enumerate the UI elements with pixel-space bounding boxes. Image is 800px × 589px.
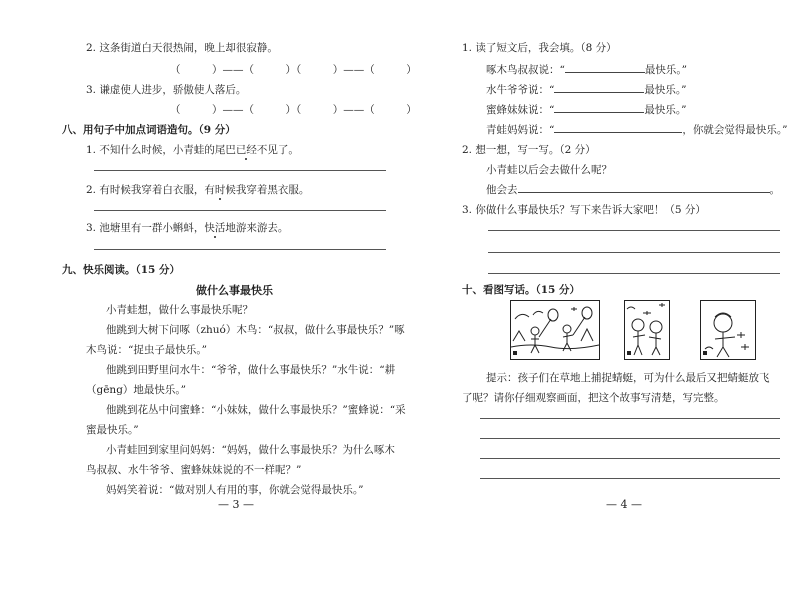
question-3-sentence: 3. 谦虚使人进步，骄傲使人落后。 <box>86 84 247 96</box>
blank-bee[interactable] <box>554 102 644 113</box>
section-8-title: 八、用句子中加点词语造句。（9 分） <box>62 124 236 136</box>
article-paragraph-5-line-2: 鸟叔叔、水牛爷爷、蜜蜂妹妹说的不一样呢？” <box>86 464 302 476</box>
sentence-8-3: 3. 池塘里有一群小蝌蚪，快活地游来游去。 <box>86 222 289 234</box>
article-paragraph-4-line-2: 蜜最快乐。” <box>86 424 139 436</box>
question-3-answer-pairs[interactable]: （ ）——（ ）（ ）——（ ） <box>170 104 417 116</box>
child-releasing-dragonfly-picture <box>700 300 756 360</box>
answer-line-r3-1[interactable] <box>488 230 780 231</box>
section-9-title: 九、快乐阅读。（15 分） <box>62 264 181 276</box>
answer-line-8-1[interactable] <box>94 170 386 171</box>
article-paragraph-1: 小青蛙想，做什么事最快乐呢？ <box>106 304 253 316</box>
writing-line-2[interactable] <box>480 438 780 439</box>
reading-question-3: 3. 你做什么事最快乐？写下来告诉大家吧！（5 分） <box>462 204 706 216</box>
article-paragraph-3-line-2: （gēng）地最快乐。” <box>86 384 187 396</box>
blank-buffalo[interactable] <box>554 82 644 93</box>
answer-line-r3-2[interactable] <box>488 252 780 253</box>
article-paragraph-4-line-1: 他跳到花丛中问蜜蜂：“小妹妹，做什么事最快乐？”蜜蜂说：“采 <box>106 404 406 416</box>
writing-line-3[interactable] <box>480 458 780 459</box>
article-paragraph-2-line-2: 木鸟说：“捉虫子最快乐。” <box>86 344 207 356</box>
article-paragraph-6: 妈妈笑着说：“做对别人有用的事，你就会觉得最快乐。” <box>106 484 364 496</box>
question-2-sentence: 2. 这条街道白天很热闹，晚上却很寂静。 <box>86 42 278 54</box>
fill-future: 他会去 。 <box>486 184 780 196</box>
dotted-word-2: 有时候 <box>204 184 236 196</box>
reading-question-1: 1. 读了短文后，我会填。（8 分） <box>462 42 617 54</box>
hint-line-1: 提示：孩子们在草地上捕捉蜻蜓，可为什么最后又把蜻蜓放飞 <box>486 372 770 384</box>
answer-line-8-3[interactable] <box>94 249 386 250</box>
dotted-word-3: 快活 <box>204 222 226 234</box>
blank-woodpecker[interactable] <box>565 62 645 73</box>
page-number-left: — 3 — <box>218 498 254 511</box>
article-paragraph-2-line-1: 他跳到大树下问啄（zhuó）木鸟：“叔叔，做什么事最快乐？”啄 <box>106 324 405 336</box>
fill-woodpecker: 啄木鸟叔叔说：“ 最快乐。” <box>486 64 687 76</box>
writing-line-1[interactable] <box>480 418 780 419</box>
blank-frog-mother[interactable] <box>554 122 682 133</box>
answer-line-r3-3[interactable] <box>488 273 780 274</box>
hint-line-2: 了呢？请你仔细观察画面，把这个故事写清楚，写完整。 <box>462 392 725 404</box>
children-catching-dragonfly-picture <box>510 300 600 360</box>
article-title: 做什么事最快乐 <box>196 284 273 297</box>
sentence-8-1: 1. 不知什么时候，小青蛙的尾巴已经不见了。 <box>86 144 299 156</box>
article-paragraph-3-line-1: 他跳到田野里问水牛：“爷爷，做什么事最快乐？”水牛说：“耕 <box>106 364 396 376</box>
fill-buffalo: 水牛爷爷说：“ 最快乐。” <box>486 84 687 96</box>
answer-line-8-2[interactable] <box>94 210 386 211</box>
children-holding-dragonfly-picture <box>624 300 670 360</box>
article-paragraph-5-line-1: 小青蛙回到家里问妈妈：“妈妈，做什么事最快乐？为什么啄木 <box>106 444 395 456</box>
section-10-title: 十、看图写话。（15 分） <box>462 284 581 296</box>
fill-bee: 蜜蜂妹妹说：“ 最快乐。” <box>486 104 687 116</box>
sentence-8-2: 2. 有时候我穿着白衣服，有时候我穿着黑衣服。 <box>86 184 310 196</box>
page-number-right: — 4 — <box>606 498 642 511</box>
reading-question-2: 2. 想一想，写一写。（2 分） <box>462 144 596 156</box>
question-2-answer-pairs[interactable]: （ ）——（ ）（ ）——（ ） <box>170 64 417 76</box>
reading-question-2-prompt: 小青蛙以后会去做什么呢？ <box>486 164 612 176</box>
dotted-word-1: 已经 <box>235 144 257 156</box>
blank-future[interactable] <box>518 182 770 193</box>
writing-line-4[interactable] <box>480 478 780 479</box>
fill-frog-mother: 青蛙妈妈说：“ ，你就会觉得最快乐。” <box>486 124 788 136</box>
